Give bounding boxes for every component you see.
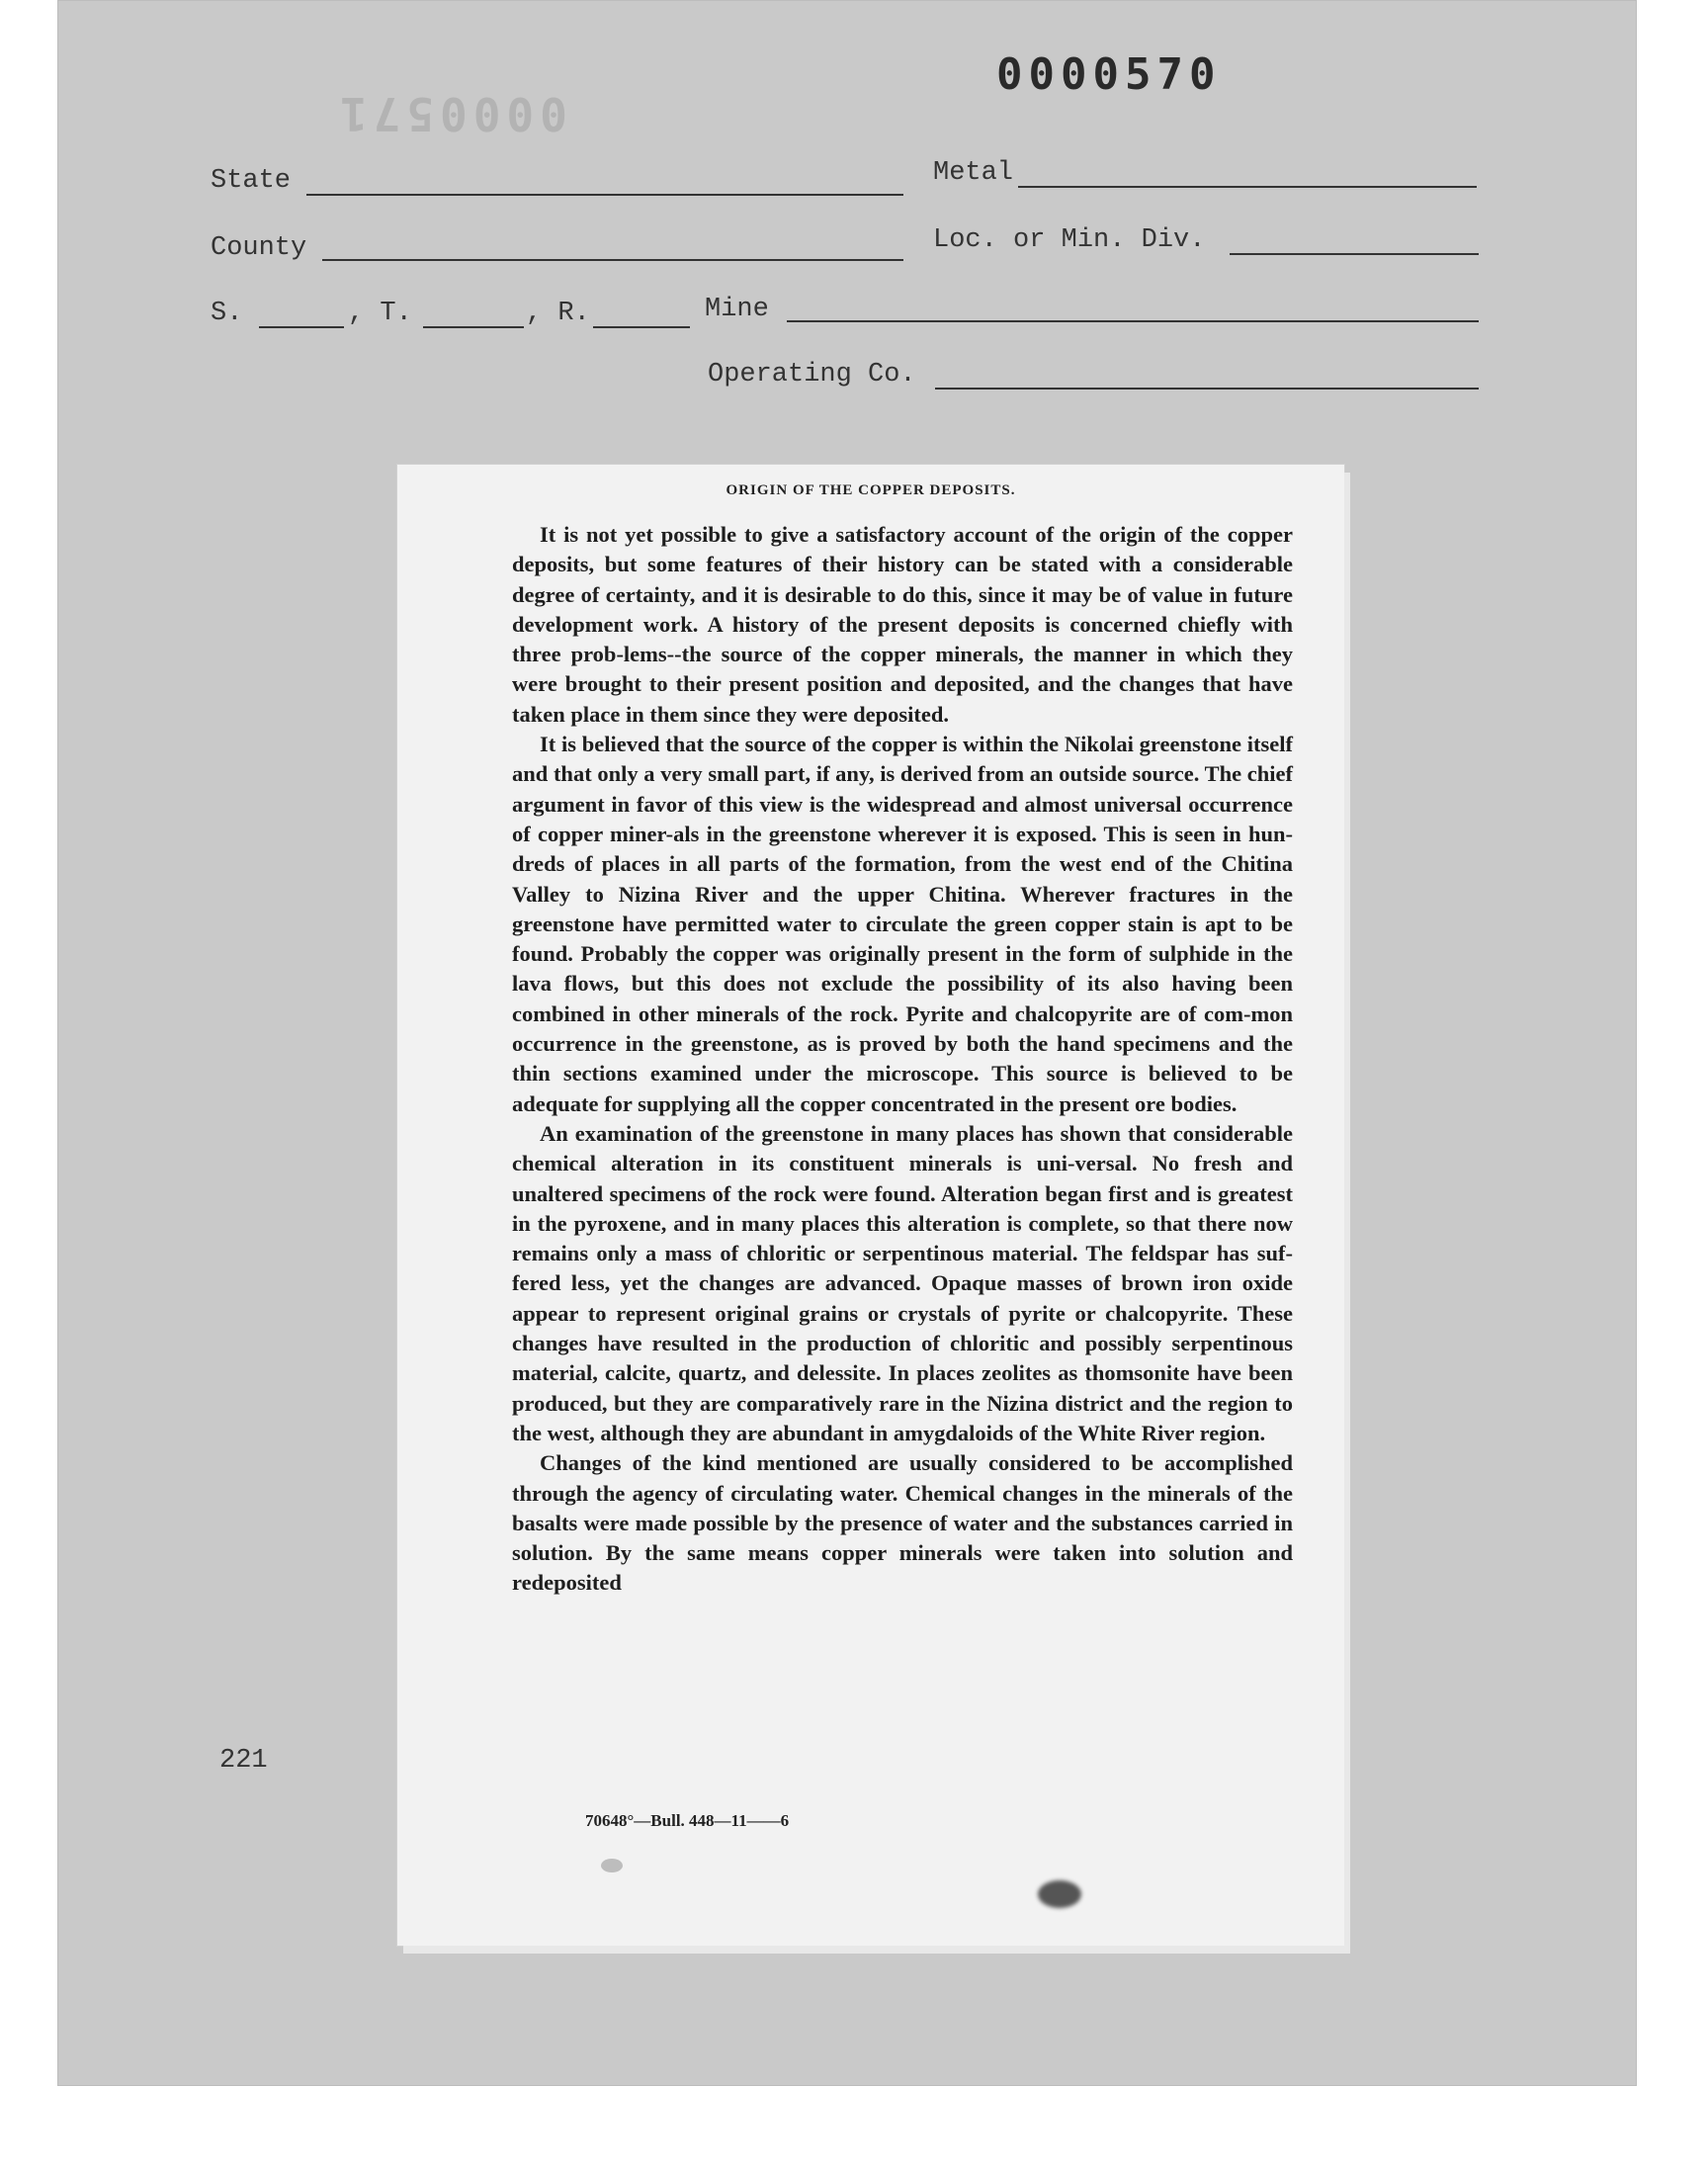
operating-co-line <box>935 388 1479 390</box>
county-line <box>322 259 903 261</box>
location-label: Loc. or Min. Div. <box>933 225 1206 255</box>
bulletin-footer: 70648°—Bull. 448—11——6 <box>585 1811 790 1830</box>
paragraph: It is believed that the source of the copper is within the Nikolai greenstone itself and that only a very small part, if any, is derived from an outside source. The chief argument in favor of this view is the widespread and almost universal occurrence of copper miner-als in the greenstone wherever it is exposed. This is seen in hun-dreds of places in all parts of the formation, from the west end of the Chitina Valley to Nizina River and the upper Chitina. Wherever fractures in the greenstone have permitted water to circulate the green copper stain is apt to be found. Probably the copper was originally present in the form of sulphide in the lava flows, but this does not exclude the possibility of its also having been combined in other minerals of the rock. Pyrite and chalcopyrite are of com-mon occurrence in the greenstone, as is proved by both the hand specimens and the thin sections examined under the microscope. This source is believed to be adequate for supplying all the copper concentrated in the present ore bodies. <box>512 732 1293 1116</box>
paragraph: It is not yet possible to give a satisfactory account of the origin of the copper deposits, but some features of their history can be stated with a considerable degree of certainty, and it is desirable to do this, since it may be of value in future development work. A history of the present deposits is concerned chiefly with three prob-lems--the source of the copper minerals, the manner in which they were brought to their present position and deposited, and the changes that have taken place in them since they were deposited. <box>512 522 1293 727</box>
metal-label: Metal <box>933 158 1014 188</box>
bleed-through-number: 0000571 <box>334 87 567 140</box>
mine-label: Mine <box>705 295 769 324</box>
township-label: , T. <box>348 299 412 328</box>
article-clipping <box>397 465 1344 1946</box>
ink-blot <box>1038 1880 1081 1908</box>
article-body <box>512 520 1293 1599</box>
range-line <box>593 326 690 328</box>
paragraph: Changes of the kind mentioned are usually considered to be accomplished through the agency of circulating water. Chemical changes in the minerals of the basalts were made possible by the presence of water and the substances carried in solution. By the same means copper minerals were taken into solution and redeposited <box>512 1450 1293 1596</box>
metal-line <box>1018 186 1477 188</box>
document-number-stamp: 0000570 <box>996 49 1222 100</box>
smudge-mark <box>601 1859 623 1872</box>
section-label: S. <box>211 299 243 328</box>
mine-line <box>787 320 1479 322</box>
operating-co-label: Operating Co. <box>708 360 916 390</box>
page-number: 221 <box>219 1746 268 1776</box>
state-line <box>306 194 903 196</box>
location-line <box>1230 253 1479 255</box>
article-title: ORIGIN OF THE COPPER DEPOSITS. <box>726 482 1016 498</box>
range-label: , R. <box>526 299 590 328</box>
section-line <box>259 326 344 328</box>
paragraph: An examination of the greenstone in many places has shown that considerable chemical alteration in its constituent minerals is uni-versal. No fresh and unaltered specimens of the rock were found. Alteration began first and is greatest in the pyroxene, and in many places this alteration is complete, so that there now remains only a mass of chloritic or serpentinous material. The feldspar has suf-fered less, yet the changes are advanced. Opaque masses of brown iron oxide appear to represent original grains or crystals of pyrite or chalcopyrite. These changes have resulted in the production of chloritic and possibly serpentinous material, calcite, quartz, and delessite. In places zeolites as thomsonite have been produced, but they are comparatively rare in the Nizina district and the region to the west, although they are abundant in amygdaloids of the White River region. <box>512 1120 1293 1445</box>
state-label: State <box>211 166 292 196</box>
township-line <box>423 326 524 328</box>
county-label: County <box>211 233 307 263</box>
